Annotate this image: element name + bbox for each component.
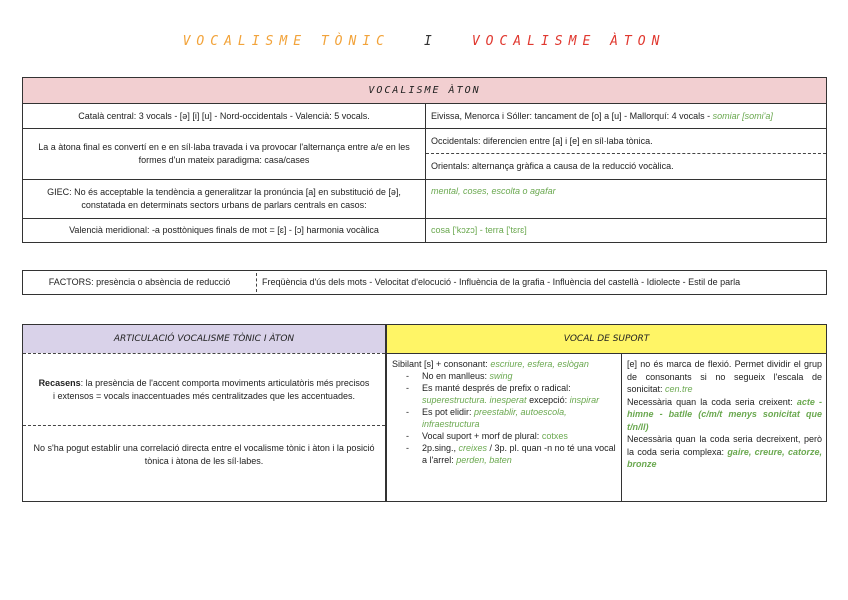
list-item: - Es manté després de prefix o radical: superestructura. inesperat excepció: inspirar <box>392 382 618 406</box>
articulacio-p2: No s'ha pogut establir una correlació directa entre el vocalisme tònic i àton i la posició tònica i àtona de les síl·labes. <box>33 443 375 466</box>
suport-right-p1: [e] no és marca de flexió. Permet dividir el grup de consonants si no segueix l'escala de sonicitat: cen.tre <box>627 359 822 394</box>
aton-row2-right-a: Occidentals: diferencien entre [a] i [e] en síl·laba tònica. <box>431 135 653 146</box>
aton-row2-left: La a àtona final es convertí en e en síl·laba travada i va provocar l'alternança entre a/e en les formes d'un mateix paradigma: casa/cases <box>38 142 410 165</box>
aton-row1-left: Català central: 3 vocals - [ə] [i] [u] - Nord-occidentals - Valencià: 5 vocals. <box>78 110 370 121</box>
factors-left: FACTORS: presència o absència de reducció <box>48 277 231 287</box>
vocalisme-aton-table <box>22 77 827 243</box>
title-mid: I <box>424 34 438 49</box>
list-item: - No en manlleus: swing <box>392 370 618 382</box>
suport-right-p2: Necessària quan la coda seria creixent: acte - himne - batlle (c/m/t menys sonicitat que t/n/ll) <box>627 396 822 432</box>
factors-right: Freqüència d'ús dels mots - Velocitat d'elocució - Influència de la grafia - Influència del castellà - Idiolecte - Estil de parla <box>262 277 741 287</box>
aton-row2-right-b: Orientals: alternança gràfica a causa de la reducció vocàlica. <box>431 161 674 171</box>
suport-intro: Sibilant [s] + consonant: escriure, esfera, eslògan <box>392 359 589 369</box>
aton-row1-right: Eivissa, Menorca i Sóller: tancament de [o] a [u] - Mallorquí: 4 vocals - somiar [somi'a] <box>431 110 773 121</box>
suport-header: VOCAL DE SUPORT <box>387 325 826 353</box>
articulacio-box <box>22 324 386 502</box>
suport-right-p3: Necessària quan la coda seria decreixent, però la coda seria complexa: gaire, creure, catorze, bronze <box>627 434 822 469</box>
suport-left-column <box>392 358 618 466</box>
list-item: - Vocal suport + morf de plural: cotxes <box>392 430 618 442</box>
articulacio-p1: Recasens: la presència de l'accent comporta moviments articulatòris més precisos i extensos = vocals inaccentuades més centralitzades que les accentuades. <box>38 377 370 401</box>
aton-header: VOCALISME ÀTON <box>23 78 826 103</box>
suport-right-column <box>627 358 822 471</box>
title-left: VOCALISME TÒNIC <box>182 34 390 49</box>
title-right: VOCALISME ÀTON <box>471 34 666 49</box>
vocal-suport-box <box>386 324 827 502</box>
factors-box <box>22 270 827 295</box>
aton-row3-left: GIEC: No és acceptable la tendència a generalitzar la pronúncia [a] en substitució de [ə], constatada en determinats sectors urbans de parlars centrals en casos: <box>47 187 401 210</box>
aton-row3-right: mental, coses, escolta o agafar <box>431 185 556 196</box>
list-item: - Es pot elidir: preestablir, autoescola, infraestructura <box>392 406 618 430</box>
aton-row4-left: Valencià meridional: -a posttòniques finals de mot = [ɛ] - [ɔ] harmonia vocàlica <box>69 225 379 235</box>
page-title <box>0 34 848 49</box>
articulacio-header: ARTICULACIÓ VOCALISME TÒNIC I ÀTON <box>23 325 385 353</box>
aton-row4-right: cosa ['kɔzɔ] - terra ['tɛrɛ] <box>431 225 527 235</box>
list-item: - 2p.sing., creixes / 3p. pl. quan -n no té una vocal a l'arrel: perden, baten <box>392 442 618 466</box>
